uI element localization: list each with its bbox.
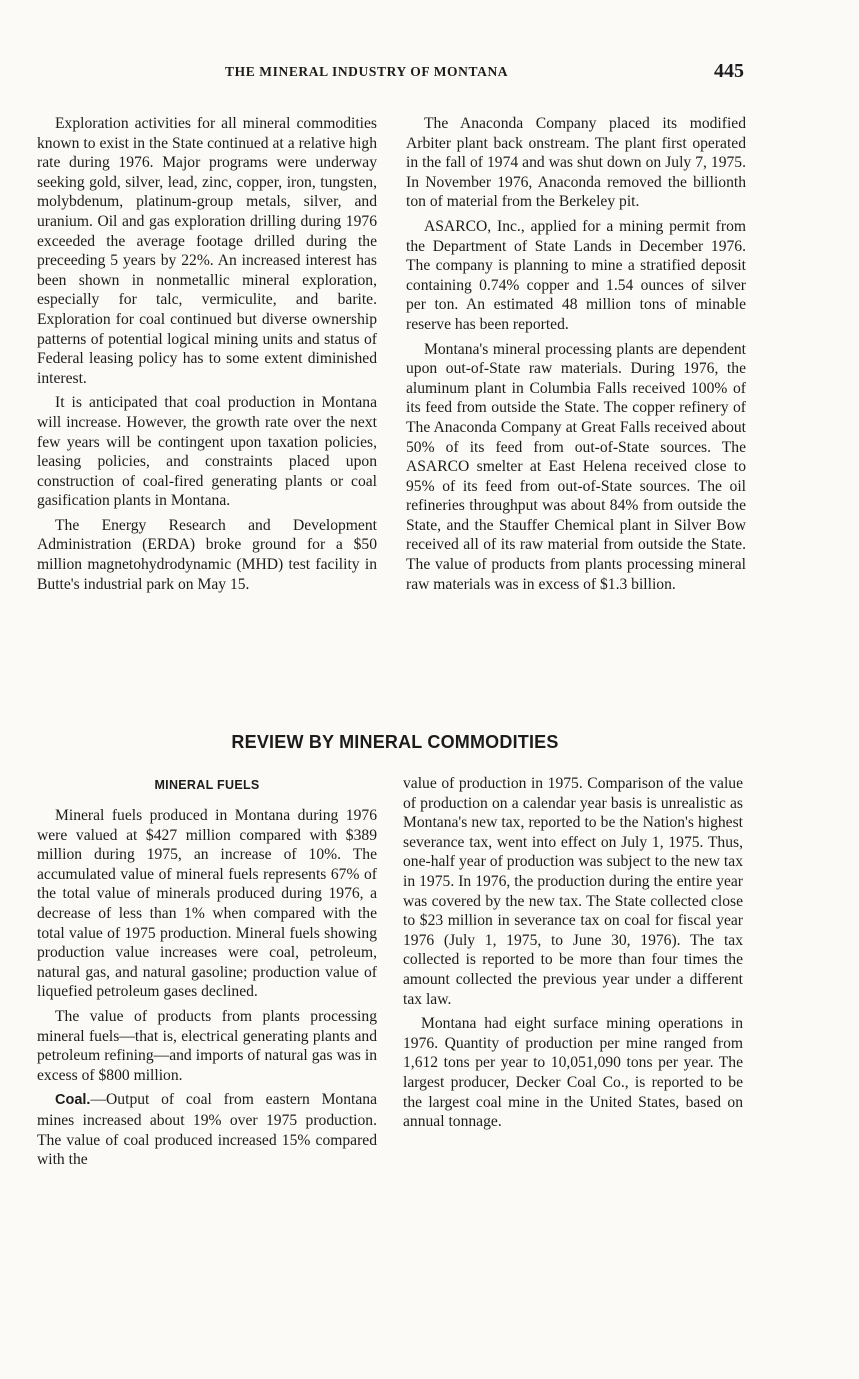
coal-runin-heading: Coal. <box>55 1092 91 1109</box>
top-right-column <box>406 114 746 599</box>
paragraph-severance-tax: value of production in 1975. Comparison of the value of production on a calendar year basis is unrealistic as Montana's new tax, reported to be the Nation's highest severance tax, went into effect on July 1, 1975. Thus, one-half year of production was subject to the new tax in 1975. In 1976, the production during the entire year was covered by the new tax. The State collected close to $23 million in severance tax on coal for fiscal year 1976 (July 1, 1975, to June 30, 1976). The tax collected is reported to be more than four times the amount collected the previous year under a different tax law. <box>403 775 743 1008</box>
running-title: THE MINERAL INDUSTRY OF MONTANA <box>225 64 509 79</box>
coal-text: —Output of coal from eastern Montana mines increased about 19% over 1975 production. The value of coal produced increased 15% compared with the <box>37 1091 377 1169</box>
page-number: 445 <box>714 60 744 82</box>
paragraph-surface-mining: Montana had eight surface mining operations in 1976. Quantity of production per mine ranged from 1,612 tons per year to 10,051,090 tons per year. The largest producer, Decker Coal Co., is reported to be the largest coal mine in the United States, based on annual tonnage. <box>403 1015 743 1131</box>
bottom-left-column <box>37 806 377 1175</box>
paragraph-coal-outlook: It is anticipated that coal production in Montana will increase. However, the growth rate over the next few years will be contingent upon taxation policies, leasing policies, and constraints placed upon construction of coal-fired generating plants or coal gasification plants in Montana. <box>37 394 377 510</box>
top-left-column <box>37 114 377 599</box>
paragraph-coal <box>37 1090 377 1169</box>
paragraph-asarco: ASARCO, Inc., applied for a mining permit from the Department of State Lands in December 1976. The company is planning to mine a stratified deposit containing 0.74% copper and 1.54 ounces of silver per ton. An estimated 48 million tons of minable reserve has been reported. <box>406 217 746 333</box>
paragraph-erda: The Energy Research and Development Administration (ERDA) broke ground for a $50 million magnetohydrodynamic (MHD) test facility in Butte's industrial park on May 15. <box>37 516 377 593</box>
paragraph-anaconda: The Anaconda Company placed its modified Arbiter plant back onstream. The plant first operated in the fall of 1974 and was shut down on July 7, 1975. In November 1976, Anaconda removed the billionth ton of material from the Berkeley pit. <box>406 115 746 211</box>
bottom-right-column <box>403 774 743 1137</box>
paragraph-processing-plants: Montana's mineral processing plants are dependent upon out-of-State raw materials. During 1976, the aluminum plant in Columbia Falls received 100% of its feed from outside the State. The copper refinery of The Anaconda Company at Great Falls received about 50% of its feed from out-of-State sources. The ASARCO smelter at East Helena received close to 95% of its feed from out-of-State sources. The oil refineries throughput was about 84% from outside the State, and the Stauffer Chemical plant in Silver Bow received all of its raw material from outside the State. The value of products from plants processing mineral raw materials was in excess of $1.3 billion. <box>406 340 746 593</box>
section-heading: REVIEW BY MINERAL COMMODITIES <box>231 732 559 752</box>
sub-heading-mineral-fuels: MINERAL FUELS <box>154 778 260 792</box>
paragraph-fuel-products: The value of products from plants processing mineral fuels—that is, electrical generating plants and petroleum refining—and imports of natural gas was in excess of $800 million. <box>37 1007 377 1084</box>
page-header <box>40 60 750 86</box>
paragraph-exploration: Exploration activities for all mineral commodities known to exist in the State continued at a relative high rate during 1976. Major programs were underway seeking gold, silver, lead, zinc, copper, iron, tungsten, molybdenum, platinum-group metals, silver, and uranium. Oil and gas exploration drilling during 1976 exceeded the average footage drilled during the preceeding 5 years by 22%. An increased interest has been shown in nonmetallic mineral exploration, especially for talc, vermiculite, and barite. Exploration for coal continued but diverse ownership patterns of potential logical mining units and status of Federal leasing policy has to some extent diminished interest. <box>37 115 377 387</box>
paragraph-fuels-value: Mineral fuels produced in Montana during 1976 were valued at $427 million compared with $389 million during 1975, an increase of 10%. The accumulated value of mineral fuels represents 67% of the total value of minerals produced during 1976, a decrease of less than 1% when compared with the total value of 1975 production. Mineral fuels showing production value increases were coal, petroleum, natural gas, and natural gasoline; production value of liquefied petroleum gases declined. <box>37 807 377 1001</box>
